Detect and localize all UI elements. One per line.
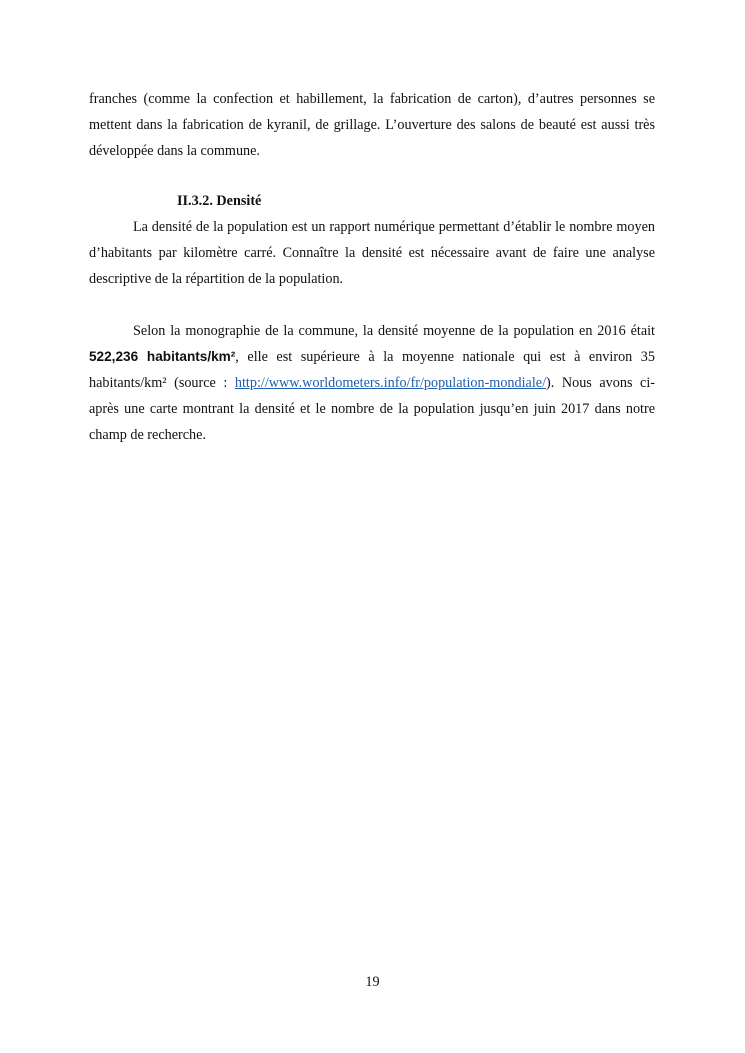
paragraph-density-figures [89, 318, 655, 448]
source-link[interactable]: http://www.worldometers.info/fr/population-mondiale/ [234, 375, 547, 391]
paragraph-economic-activities: franches (comme la confection et habillement, la fabrication de carton), d’autres personnes se mettent dans la fabrication de kyranil, de grillage. L’ouverture des salons de beauté est aussi très développée dans la commune. [89, 91, 655, 159]
density-text-before: Selon la monographie de la commune, la densité moyenne de la population en 2016 était [133, 323, 655, 339]
density-text-after-link: ). Nous avons ci-après une carte montrant la densité et le nombre de la population jusqu’en juin 2017 dans notre champ de recherche. [89, 375, 655, 443]
section-heading-densite: II.3.2. Densité [177, 193, 262, 209]
page-number: 19 [365, 974, 380, 990]
density-value: 522,236 habitants/km² [89, 349, 236, 364]
paragraph-density-definition: La densité de la population est un rapport numérique permettant d’établir le nombre moyen d’habitants par kilomètre carré. Connaître la densité est nécessaire avant de faire une analyse descriptive de la répartition de la population. [89, 219, 655, 287]
density-text-after: , elle est supérieure à la moyenne nationale qui est à environ 35 habitants/km² (source : [89, 349, 655, 391]
